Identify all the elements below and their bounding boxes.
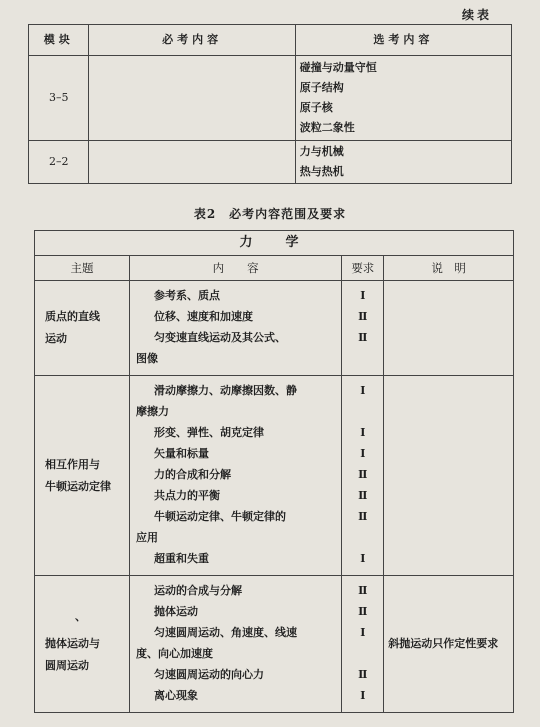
content-line: 抛体运动: [153, 605, 198, 618]
content-line: 运动的合成与分解: [153, 584, 242, 597]
topic-line: 质点的直线: [45, 310, 100, 323]
header-topic: 主题: [35, 256, 130, 281]
header-level: 要求: [342, 256, 384, 281]
content-line: 图像: [135, 352, 158, 365]
note-cell: [384, 376, 514, 576]
modules-table-header: [29, 25, 512, 56]
content-line: 摩擦力: [135, 405, 169, 418]
required-cell: [89, 141, 295, 184]
level-value: Ⅱ: [358, 668, 368, 681]
content-line: 离心现象: [153, 689, 198, 702]
table2-title: 表2 必考内容范围及要求: [193, 207, 347, 221]
topic-line: 圆周运动: [45, 659, 89, 672]
topic-line: 牛顿运动定律: [45, 479, 111, 493]
topic-cell: [35, 576, 130, 713]
content-line: 牛顿运动定律、牛顿定律的: [153, 510, 286, 523]
content-line: 匀速圆周运动的向心力: [153, 668, 264, 681]
content-line: 超重和失重: [153, 552, 209, 565]
optional-item: 波粒二象性: [299, 121, 355, 134]
level-value: Ⅰ: [360, 447, 366, 460]
content-line: 滑动摩擦力、动摩擦因数、静: [153, 384, 297, 397]
topic-cell: [35, 281, 130, 376]
content-line: 矢量和标量: [153, 447, 209, 460]
note-cell: 斜抛运动只作定性要求: [384, 576, 514, 713]
table-row: [35, 576, 514, 713]
table-row: [29, 56, 512, 141]
content-cell: [129, 576, 341, 713]
topic-cell: [35, 376, 130, 576]
optional-item: 热与热机: [299, 165, 344, 178]
content-line: 应用: [135, 531, 158, 544]
level-value: Ⅱ: [358, 605, 368, 618]
note-cell: [384, 281, 514, 376]
content-line: 匀速圆周运动、角速度、线速: [153, 626, 297, 639]
requirements-table-header: [35, 256, 514, 281]
header-required: 必考内容: [89, 25, 295, 56]
topic-line: 抛体运动与: [45, 637, 100, 650]
topic-mark: 、: [75, 610, 86, 623]
requirements-table: [34, 230, 514, 713]
table-row: [29, 141, 512, 184]
optional-item: 原子核: [299, 101, 333, 114]
level-value: Ⅱ: [358, 489, 368, 502]
level-cell: [342, 376, 384, 576]
optional-item: 原子结构: [299, 81, 344, 94]
level-cell: [342, 281, 384, 376]
header-content: 内 容: [129, 256, 341, 281]
module-cell: 3–5: [29, 56, 89, 141]
level-value: Ⅱ: [358, 331, 368, 344]
level-value: Ⅱ: [358, 510, 368, 523]
level-value: Ⅱ: [358, 584, 368, 597]
optional-cell: [295, 56, 511, 141]
content-line: 参考系、质点: [153, 289, 220, 302]
header-optional: 选考内容: [295, 25, 511, 56]
level-cell: [342, 576, 384, 713]
topic-line: 相互作用与: [45, 457, 100, 471]
modules-table: [28, 24, 512, 184]
optional-cell: [295, 141, 511, 184]
content-line: 形变、弹性、胡克定律: [153, 426, 264, 439]
content-cell: [129, 376, 341, 576]
content-line: 共点力的平衡: [153, 489, 220, 502]
level-value: Ⅰ: [360, 426, 366, 439]
section-heading: 力 学: [35, 231, 514, 256]
header-note: 说 明: [384, 256, 514, 281]
content-line: 度、向心加速度: [135, 647, 213, 660]
header-module: 模块: [29, 25, 89, 56]
table-row: [35, 376, 514, 576]
topic-line: 运动: [45, 332, 67, 345]
level-value: Ⅰ: [360, 289, 366, 302]
table-row: [35, 281, 514, 376]
level-value: Ⅰ: [360, 689, 366, 702]
continued-label: 续表: [462, 8, 493, 22]
content-line: 匀变速直线运动及其公式、: [153, 331, 286, 344]
level-value: Ⅱ: [358, 468, 368, 481]
optional-item: 力与机械: [299, 145, 344, 158]
required-cell: [89, 56, 295, 141]
level-value: Ⅰ: [360, 626, 366, 639]
level-value: Ⅱ: [358, 310, 368, 323]
section-row: [35, 231, 514, 256]
module-cell: 2–2: [29, 141, 89, 184]
content-line: 位移、速度和加速度: [153, 310, 253, 323]
content-line: 力的合成和分解: [153, 468, 231, 481]
level-value: Ⅰ: [360, 552, 366, 565]
optional-item: 碰撞与动量守恒: [299, 61, 377, 74]
content-cell: [129, 281, 341, 376]
level-value: Ⅰ: [360, 384, 366, 397]
